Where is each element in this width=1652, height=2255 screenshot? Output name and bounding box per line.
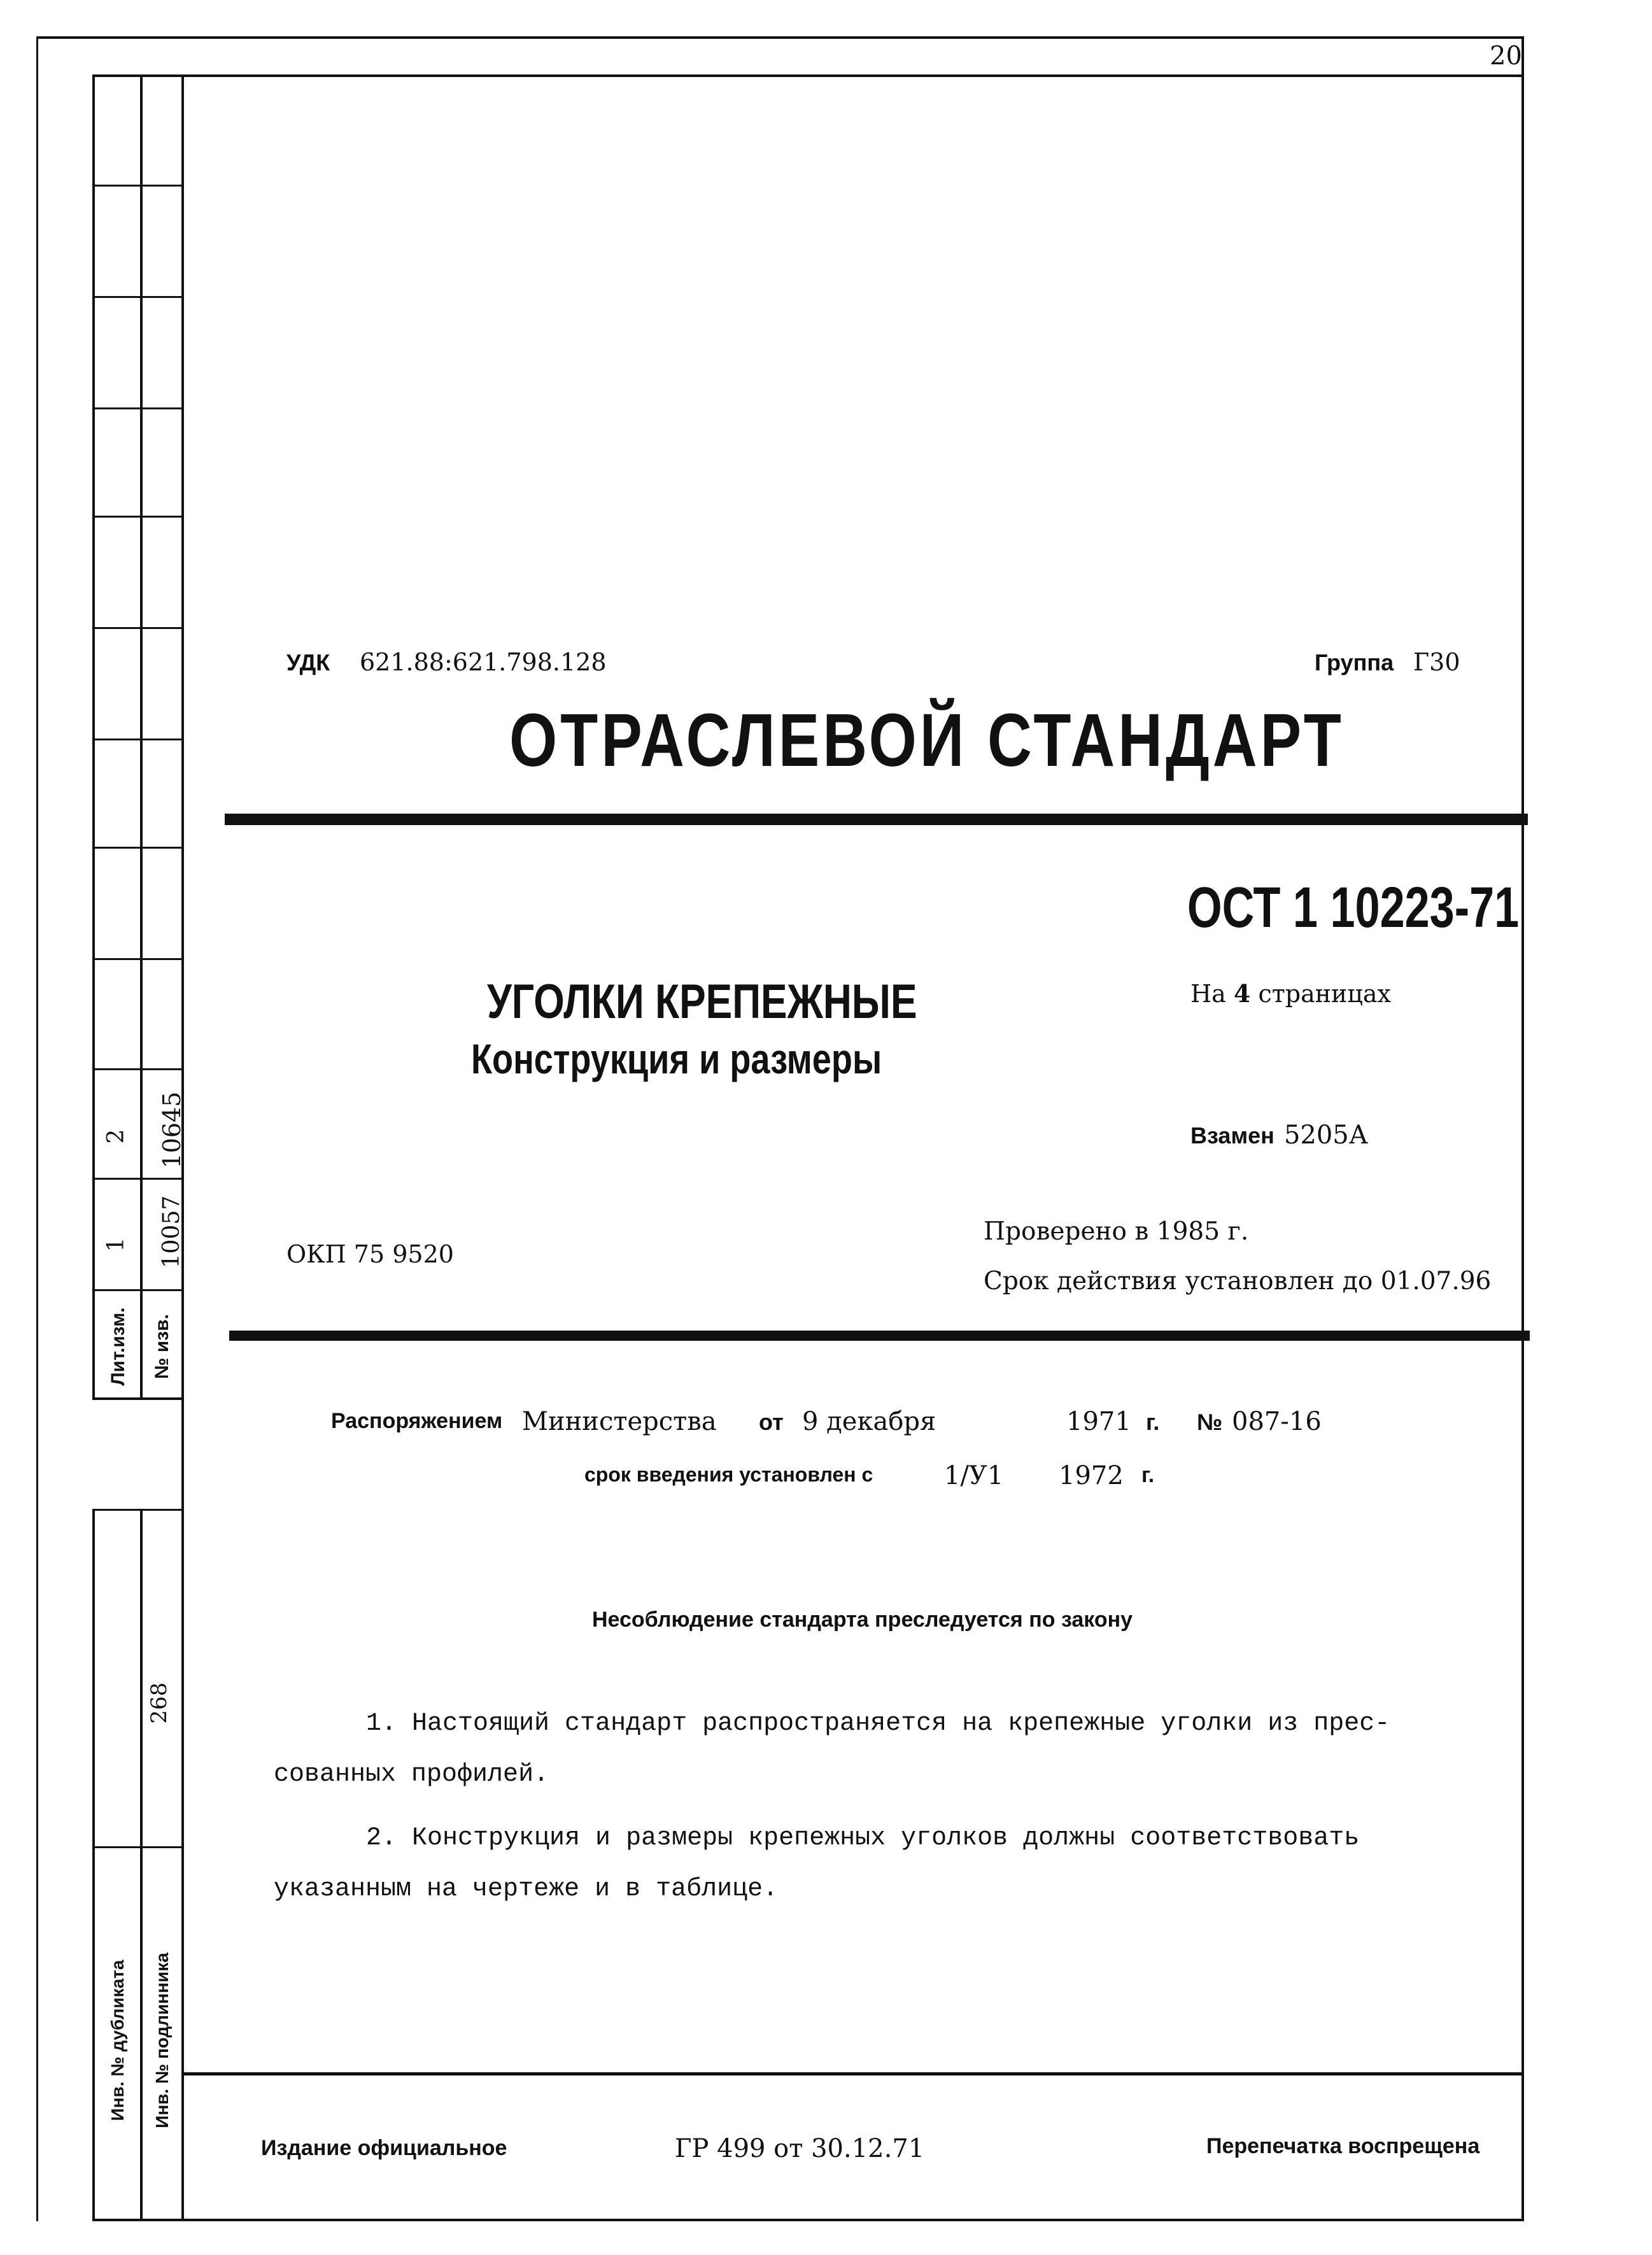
side-col1-row2: 2 <box>103 1129 129 1144</box>
rule-thick-bottom <box>229 1331 1530 1341</box>
order-year-suffix: г. <box>1146 1409 1160 1435</box>
orig-label: Инв. № подлинника <box>152 1953 172 2128</box>
checked-note: Проверено в 1985 г. <box>984 1217 1249 1246</box>
order-number-label: № <box>1197 1409 1223 1435</box>
orig-inventory-number: 268 <box>146 1682 172 1724</box>
intro-year: 1972 <box>1059 1461 1124 1490</box>
frame-top-outer <box>36 36 1521 39</box>
footer-center: ГР 499 от 30.12.71 <box>675 2134 925 2163</box>
intro-suffix: г. <box>1141 1463 1155 1487</box>
intro-label: срок введения установлен с <box>584 1463 873 1486</box>
udk-value: 621.88:621.798.128 <box>360 648 607 676</box>
side-col2-row1: 10057 <box>159 1195 185 1269</box>
validity-note: Срок действия установлен до 01.07.96 <box>984 1267 1492 1296</box>
order-year: 1971 <box>1066 1407 1131 1436</box>
order-number: 087-16 <box>1232 1407 1322 1436</box>
order-date: 9 декабря <box>802 1407 936 1436</box>
no-izv-label: № изв. <box>152 1314 173 1379</box>
dup-label: Инв. № дубликата <box>108 1960 127 2121</box>
order-label: Распоряжением <box>331 1409 503 1433</box>
side-col2-row2: 10645 <box>158 1091 186 1169</box>
replaces-line <box>1190 1120 1368 1150</box>
intro-date: 1/У1 <box>944 1461 1004 1490</box>
warning-text: Несоблюдение стандарта преследуется по закону <box>592 1608 1133 1632</box>
footer-rule <box>181 2072 1524 2075</box>
page-number: 20 <box>1490 41 1522 71</box>
pages-prefix: На <box>1190 980 1226 1008</box>
rule-thick-top <box>225 814 1528 825</box>
group-label: Группа <box>1315 649 1394 675</box>
title-line2: Конструкция и размеры <box>471 1035 882 1082</box>
udk-label: УДК <box>286 649 330 675</box>
group-value: Г30 <box>1413 648 1460 676</box>
pages-suffix: страницах <box>1258 980 1391 1008</box>
frame-bottom <box>92 2219 1524 2221</box>
paragraph-2-line2: указанным на чертеже и в таблице. <box>274 1875 779 1904</box>
replaces-label: Взамен <box>1190 1122 1274 1149</box>
doc-type-title: ОТРАСЛЕВОЙ СТАНДАРТ <box>509 698 1345 782</box>
frame-top <box>92 74 1521 77</box>
order-line <box>331 1407 1413 1439</box>
order-date-prefix: от <box>759 1409 784 1435</box>
title-line1: УГОЛКИ КРЕПЕЖНЫЕ <box>487 975 917 1029</box>
footer-right: Перепечатка воспрещена <box>1206 2134 1480 2158</box>
paragraph-1-line2: сованных профилей. <box>274 1760 549 1789</box>
replaces-value: 5205А <box>1283 1120 1369 1150</box>
pages-info <box>1190 979 1391 1008</box>
footer-left: Издание официальное <box>261 2136 507 2160</box>
lit-izm-label: Лит.изм. <box>108 1307 129 1386</box>
intro-line <box>584 1461 1221 1493</box>
frame-left-outer <box>36 36 38 2221</box>
paragraph-1-line1: 1. Настоящий стандарт распространяется на крепежные уголки из прес- <box>366 1709 1390 1738</box>
order-ministry: Министерства <box>522 1407 717 1436</box>
okp-code: ОКП 75 9520 <box>286 1240 454 1268</box>
pages-count: 4 <box>1233 979 1251 1008</box>
side-col1-row1: 1 <box>103 1237 129 1252</box>
standard-number: ОСТ 1 10223-71 <box>1187 876 1520 940</box>
frame-right <box>1521 36 1524 2221</box>
paragraph-2-line1: 2. Конструкция и размеры крепежных уголков должны соответствовать <box>366 1824 1360 1853</box>
